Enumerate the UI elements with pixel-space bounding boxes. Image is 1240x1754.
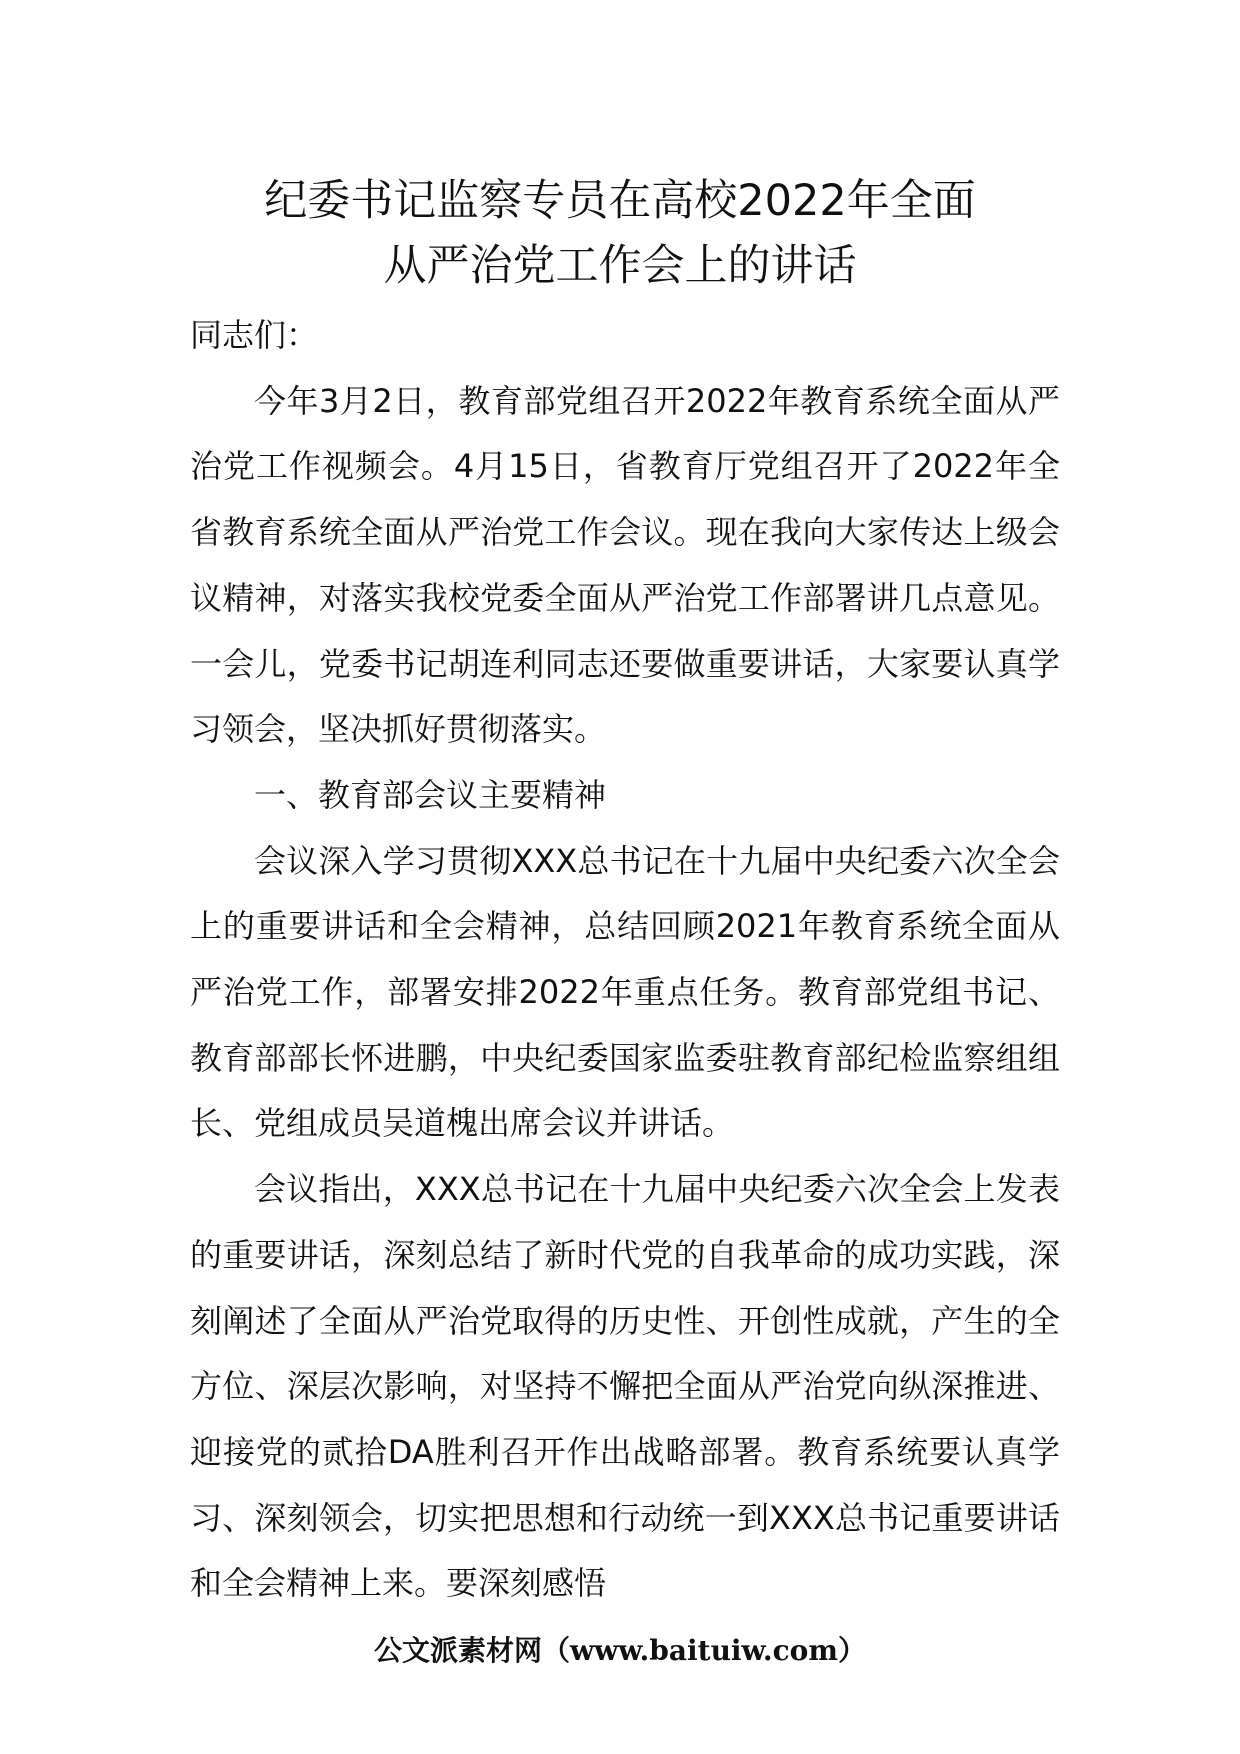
paragraph-intro: 今年3月2日，教育部党组召开2022年教育系统全面从严治党工作视频会。4月15日，省教育厅党组召开了2022年全省教育系统全面从严治党工作会议。现在我向大家传达上级会议精神，对落实我校党委全面从严治党工作部署讲几点意见。一会儿，党委书记胡连利同志还要做重要讲话，大家要认真学习领会，坚决抓好贯彻落实。 [190, 381, 1060, 749]
footer-watermark-text: 公文派素材网（www.baituiw.com） [374, 1634, 866, 1667]
document-body [190, 303, 1060, 1617]
paragraph-meeting-points: 会议指出，XXX总书记在十九届中央纪委六次全会上发表的重要讲话，深刻总结了新时代党的自我革命的成功实践，深刻阐述了全面从严治党取得的历史性、开创性成就，产生的全方位、深层次影响，对坚持不懈把全面从严治党向纵深推进、迎接党的贰拾DA胜利召开作出战略部署。教育系统要认真学习、深刻领会，切实把思想和行动统一到XXX总书记重要讲话和全会精神上来。要深刻感悟 [190, 1170, 1060, 1603]
salutation: 同志们： [190, 316, 319, 354]
section-heading: 一、教育部会议主要精神 [254, 775, 607, 814]
document-title-line-1: 纪委书记监察专员在高校2022年全面 [264, 176, 976, 226]
paragraph-meeting-summary: 会议深入学习贯彻XXX总书记在十九届中央纪委六次全会上的重要讲话和全会精神，总结回顾2021年教育系统全面从严治党工作，部署安排2022年重点任务。教育部党组书记、教育部部长怀进鹏，中央纪委国家监委驻教育部纪检监察组组长、党组成员吴道槐出席会议并讲话。 [190, 841, 1060, 1143]
document-title-line-2: 从严治党工作会上的讲话 [383, 241, 857, 291]
